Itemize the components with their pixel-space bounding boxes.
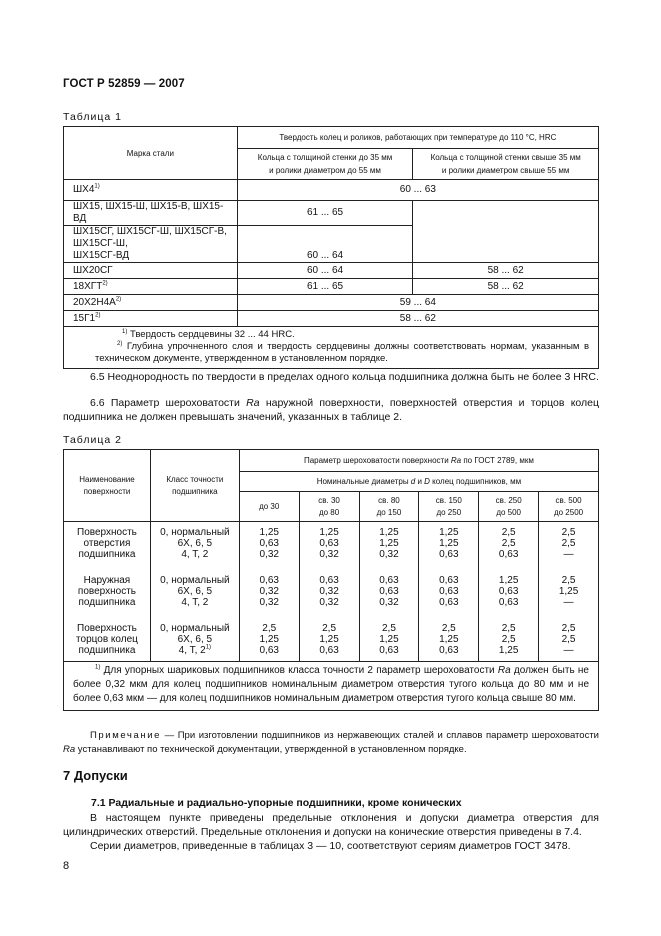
table1-col-hardness: Твердость колец и роликов, работающих при температуре до 110 °С, HRC xyxy=(237,127,598,149)
table1-footnote-1: $^{1)}$ Твердость сердцевины 32 ... 44 HRC. xyxy=(122,328,295,340)
table1-col-a: Кольца с толщиной стенки до 35 мм и ролики диаметром до 55 мм xyxy=(237,149,413,180)
table1-col-b: Кольца с толщиной стенки свыше 35 мм и ролики диаметром свыше 55 мм xyxy=(413,149,599,180)
page-number: 8 xyxy=(63,860,70,872)
table2-values-col: 1,25 0,63 0,32 0,63 0,32 0,32 2,5 1,25 0,63 xyxy=(299,522,359,662)
table2-values-col: 1,25 0,63 0,32 0,63 0,32 0,32 2,5 1,25 0,63 xyxy=(239,522,299,662)
table1-empty-cell xyxy=(413,201,599,263)
table1-footnote-2: $^{2)}$ Глубина упрочненного слоя и твердость сердцевины должны соответствовать нормам, указанным в техническом документе, утвержденном в установленном порядке. xyxy=(95,340,589,364)
table2-values-col: 2,5 2,5 — 2,5 1,25 — 2,5 2,5 — xyxy=(539,522,599,662)
page-header: ГОСТ Р 52859 — 2007 xyxy=(63,78,185,90)
table1-row-name: ШХ15, ШХ15-Ш, ШХ15-В, ШХ15-ВД xyxy=(64,201,238,226)
table1-row-name: $20Х2Н4А^{2)}$ xyxy=(64,295,238,311)
table2-col-surface: Наименование поверхности xyxy=(64,450,151,522)
section-7-1-paragraph-1: В настоящем пункте приведены предельные отклонения и допуски диаметра отверстия для цилиндрических отверстий. Предельные отклонения и допуски на конические отверстия приведены в 7.4. xyxy=(63,812,599,838)
table2-class-cell: 0, нормальный 6X, 6, 5 4, T, 2 0, нормальный 6X, 6, 5 4, T, 2 0, нормальный 6X, 6, 5 4, T, 2$^{1)}$ xyxy=(150,522,239,662)
table2-range: до 30 xyxy=(239,492,299,522)
table2-values-col: 1,25 1,25 0,63 0,63 0,63 0,63 2,5 1,25 0,63 xyxy=(419,522,479,662)
table1-caption: Таблица 1 xyxy=(63,111,122,123)
table2 xyxy=(63,449,599,711)
table2-note: Примечание — При изготовлении подшипников из нержавеющих сталей и сплавов параметр шероховатости Ra устанавливают по технической документации, утвержденной в установленном порядке. xyxy=(63,730,599,755)
table2-range: св. 500 до 2500 xyxy=(539,492,599,522)
table1-row-name: ШХ4$^{1)}$ xyxy=(64,180,238,201)
table2-range: св. 80 до 150 xyxy=(359,492,419,522)
table1-row-value: 60 ... 64 xyxy=(237,263,413,279)
table1-row-name: 15Г1$^{2)}$ xyxy=(64,311,238,327)
table2-col-param: Параметр шероховатости поверхности Ra по ГОСТ 2789, мкм xyxy=(239,450,598,472)
section-7-title: 7 Допуски xyxy=(63,768,128,783)
table2-range: св. 30 до 80 xyxy=(299,492,359,522)
table1-row-value: 60 ... 63 xyxy=(237,180,598,201)
table1-row-name: ШХ20СГ xyxy=(64,263,238,279)
table1-row-value: 58 ... 62 xyxy=(413,263,599,279)
paragraph-6-5: 6.5 Неоднородность по твердости в пределах одного кольца подшипника должна быть не более 3 HRC. xyxy=(90,371,599,383)
section-7-1-title: 7.1 Радиальные и радиально-упорные подшипники, кроме конических xyxy=(91,797,462,809)
table1-row-value: 58 ... 62 xyxy=(413,279,599,295)
table1-row-name: 18ХГТ$^{2)}$ xyxy=(64,279,238,295)
table1-col-steel: Марка стали xyxy=(64,127,238,180)
table2-range: св. 150 до 250 xyxy=(419,492,479,522)
table1 xyxy=(63,126,599,369)
table2-values-col: 2,5 2,5 0,63 1,25 0,63 0,63 2,5 2,5 1,25 xyxy=(479,522,539,662)
table2-col-diameters: Номинальные диаметры d и D колец подшипников, мм xyxy=(239,472,598,492)
paragraph-6-6: 6.6 Параметр шероховатости Ra наружной поверхности, поверхностей отверстия и торцов колец подшипника не должен превышать значений, указанных в таблице 2. xyxy=(63,397,599,423)
table2-values-col: 1,25 1,25 0,32 0,63 0,63 0,32 2,5 1,25 0,63 xyxy=(359,522,419,662)
table2-col-class: Класс точности подшипника xyxy=(150,450,239,522)
table2-caption: Таблица 2 xyxy=(63,434,122,446)
table1-footnotes xyxy=(64,327,599,369)
table1-row-value: 60 ... 64 xyxy=(237,226,413,263)
table2-footnote: $^{1)}$ Для упорных шариковых подшипников класса точности 2 параметр шероховатости Ra должен быть не более 0,32 мкм для колец подшипников номинальным диаметром отверстия тугого кольца до 80 мм и не более 0,63 мкм — для колец подшипников номинальным диаметром отверстия тугого кольца свыше 80 мм. xyxy=(64,662,599,711)
table1-row-value: 61 ... 65 xyxy=(237,279,413,295)
table2-range: св. 250 до 500 xyxy=(479,492,539,522)
table1-row-value: 59 ... 64 xyxy=(237,295,598,311)
table2-surface-cell: Поверхность отверстия подшипника Наружная поверхность подшипника Поверхность торцов колец подшипника xyxy=(64,522,151,662)
table1-row-name: ШХ15СГ, ШХ15СГ-Ш, ШХ15СГ-В, ШХ15СГ-Ш, ШХ15СГ-ВД xyxy=(64,226,238,263)
section-7-1-paragraph-2: Серии диаметров, приведенные в таблицах 3 — 10, соответствуют сериям диаметров ГОСТ 3478. xyxy=(90,840,571,852)
table1-row-value: 58 ... 62 xyxy=(237,311,598,327)
table1-row-value: 61 ... 65 xyxy=(237,201,413,226)
